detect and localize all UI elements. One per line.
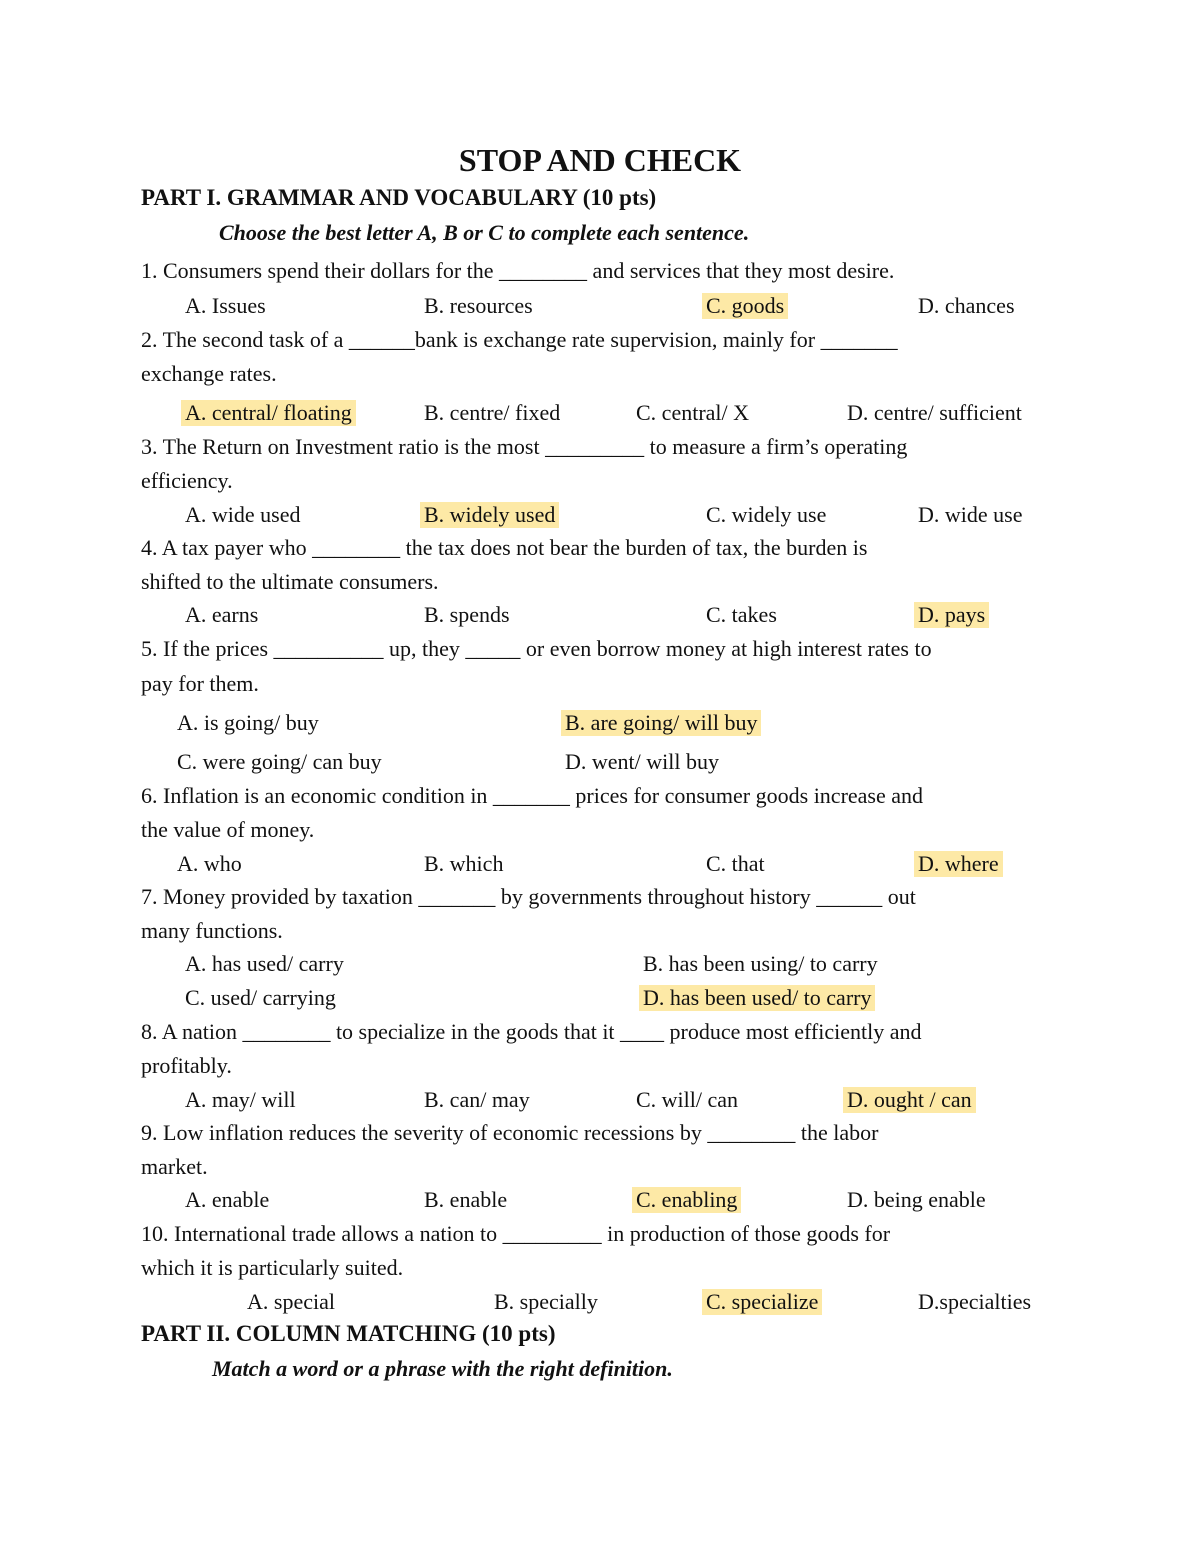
question-2-line-2: exchange rates.: [141, 361, 277, 386]
q7-option-b: B. has been using/ to carry: [643, 951, 878, 976]
q6-option-a: A. who: [177, 851, 242, 876]
question-5-line-1: 5. If the prices __________ up, they _____ or even borrow money at high interest rates to: [141, 636, 932, 661]
q10-option-d: D.specialties: [918, 1289, 1032, 1314]
question-7-line-1: 7. Money provided by taxation _______ by governments throughout history ______ out: [141, 884, 916, 909]
q1-option-d: D. chances: [918, 293, 1015, 318]
question-5-line-2: pay for them.: [141, 671, 259, 696]
q4-option-d-answer: D. pays: [914, 602, 989, 628]
q4-option-b: B. spends: [424, 602, 510, 627]
question-10-line-2: which it is particularly suited.: [141, 1255, 404, 1280]
q8-option-b: B. can/ may: [424, 1087, 530, 1112]
q10-option-a: A. special: [247, 1289, 335, 1314]
question-1-line-1: 1. Consumers spend their dollars for the ________ and services that they most desire.: [141, 258, 895, 283]
question-6-line-1: 6. Inflation is an economic condition in _______ prices for consumer goods increase and: [141, 783, 924, 808]
question-3-line-1: 3. The Return on Investment ratio is the most _________ to measure a firm’s operating: [141, 434, 908, 459]
question-2-line-1: 2. The second task of a ______bank is exchange rate supervision, mainly for _______: [141, 327, 898, 352]
question-4-line-1: 4. A tax payer who ________ the tax does not bear the burden of tax, the burden is: [141, 535, 868, 560]
question-8-line-1: 8. A nation ________ to specialize in the goods that it ____ produce most efficiently and: [141, 1019, 922, 1044]
q1-option-a: A. Issues: [185, 293, 266, 318]
question-4-line-2: shifted to the ultimate consumers.: [141, 569, 439, 594]
q7-option-a: A. has used/ carry: [185, 951, 344, 976]
page-title: STOP AND CHECK: [458, 142, 742, 178]
question-3-line-2: efficiency.: [141, 468, 233, 493]
q2-option-a-answer: A. central/ floating: [181, 400, 356, 426]
q6-option-b: B. which: [424, 851, 504, 876]
q3-option-c: C. widely use: [706, 502, 827, 527]
q2-option-b: B. centre/ fixed: [424, 400, 561, 425]
q5-option-a: A. is going/ buy: [177, 710, 319, 735]
q1-option-b: B. resources: [424, 293, 533, 318]
q4-option-a: A. earns: [185, 602, 259, 627]
q4-option-c: C. takes: [706, 602, 777, 627]
question-6-line-2: the value of money.: [141, 817, 315, 842]
q8-option-a: A. may/ will: [185, 1087, 296, 1112]
q10-option-c-answer: C. specialize: [702, 1289, 822, 1315]
q3-option-d: D. wide use: [918, 502, 1023, 527]
q10-option-b: B. specially: [494, 1289, 598, 1314]
q8-option-c: C. will/ can: [636, 1087, 739, 1112]
q6-option-c: C. that: [706, 851, 765, 876]
question-9-line-1: 9. Low inflation reduces the severity of economic recessions by ________ the labor: [141, 1120, 879, 1145]
q9-option-c-answer: C. enabling: [632, 1187, 741, 1213]
q5-option-c: C. were going/ can buy: [177, 749, 382, 774]
q5-option-d: D. went/ will buy: [565, 749, 719, 774]
question-10-line-1: 10. International trade allows a nation to _________ in production of those goods for: [141, 1221, 891, 1246]
part2-instruction: Match a word or a phrase with the right definition.: [212, 1356, 673, 1381]
q9-option-b: B. enable: [424, 1187, 508, 1212]
q2-option-c: C. central/ X: [636, 400, 750, 425]
q2-option-d: D. centre/ sufficient: [847, 400, 1022, 425]
question-7-line-2: many functions.: [141, 918, 283, 943]
part1-instruction: Choose the best letter A, B or C to complete each sentence.: [219, 220, 750, 245]
q1-option-c-answer: C. goods: [702, 293, 788, 319]
q3-option-b-answer: B. widely used: [420, 502, 559, 528]
q8-option-d-answer: D. ought / can: [843, 1087, 976, 1113]
q5-option-b-answer: B. are going/ will buy: [561, 710, 761, 736]
q7-option-c: C. used/ carrying: [185, 985, 336, 1010]
question-8-line-2: profitably.: [141, 1053, 232, 1078]
q9-option-d: D. being enable: [847, 1187, 986, 1212]
part2-heading: PART II. COLUMN MATCHING (10 pts): [141, 1321, 556, 1346]
part1-heading: PART I. GRAMMAR AND VOCABULARY (10 pts): [141, 185, 657, 210]
q9-option-a: A. enable: [185, 1187, 270, 1212]
q7-option-d-answer: D. has been used/ to carry: [639, 985, 875, 1011]
q6-option-d-answer: D. where: [914, 851, 1003, 877]
question-9-line-2: market.: [141, 1154, 208, 1179]
q3-option-a: A. wide used: [185, 502, 301, 527]
